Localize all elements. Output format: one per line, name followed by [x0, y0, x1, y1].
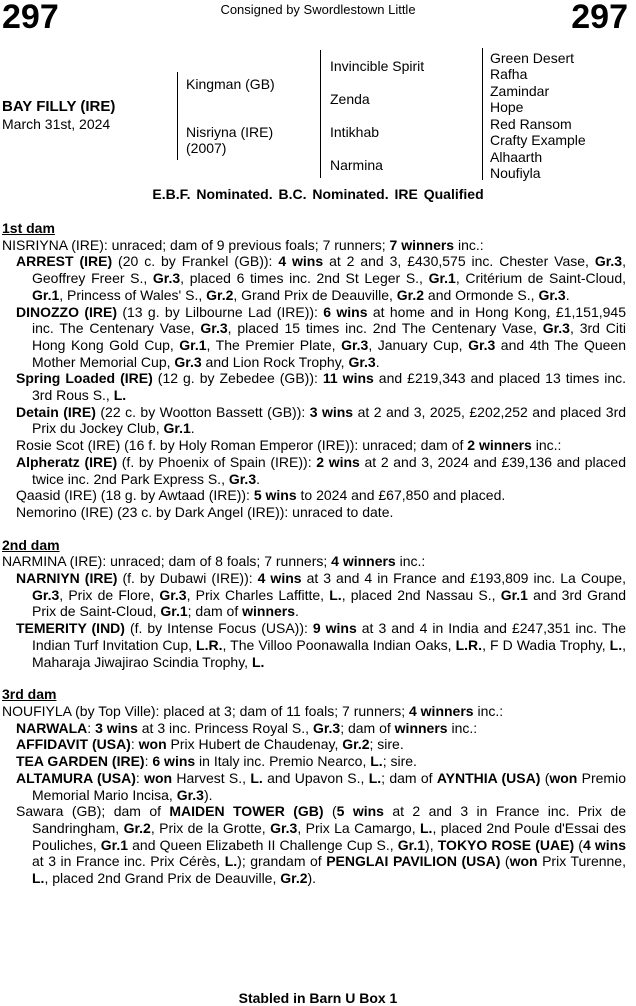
bold-text: L. — [113, 387, 127, 404]
text: . — [565, 286, 570, 303]
catalogue-notes — [2, 220, 626, 887]
bold-text: Gr.3 — [468, 336, 496, 353]
text: and 4th The Queen Mother Memorial Cup, — [32, 336, 626, 370]
bold-text: Gr.1 — [179, 336, 207, 353]
text: Premio Memorial Mario Incisa, — [32, 769, 626, 803]
text: ( — [574, 836, 583, 853]
text: , Critérium de Saint-Cloud, — [455, 270, 627, 287]
text: ; sire. — [369, 736, 404, 753]
second-dam-heading: 2nd dam — [2, 536, 60, 553]
text: inc.: — [531, 437, 562, 454]
bold-text: L. — [251, 653, 265, 670]
text: , Maharaja Jiwajirao Scindia Trophy, — [32, 636, 626, 670]
pedigree-dam-sire: Intikhab — [330, 124, 380, 140]
text: ), — [425, 836, 438, 853]
bold-text: DINOZZO (IRE) — [16, 303, 117, 320]
text: at home and in Hong Kong, £1,151,945 inc. The Centenary Vase, — [32, 303, 626, 337]
pedigree-note — [2, 736, 626, 753]
pedigree-gg-2: Rafha — [490, 66, 528, 82]
bold-text: Gr.3 — [159, 586, 187, 603]
consignor: Consigned by Swordlestown Little — [220, 2, 416, 17]
pedigree-note — [2, 304, 626, 371]
pedigree-line-3 — [482, 48, 483, 180]
bold-text: L. — [609, 636, 623, 653]
bold-text: NARNIYN (IRE) — [16, 570, 118, 587]
text: inc.: — [447, 719, 478, 736]
bold-text: 4 wins — [278, 253, 324, 270]
text: Harvest S., — [172, 769, 251, 786]
bold-text: won — [144, 769, 173, 786]
bold-text: 4 winners — [408, 702, 474, 719]
pedigree-dam-year: (2007) — [186, 140, 227, 156]
bold-text: NARWALA — [16, 719, 88, 736]
text: NARMINA (IRE): unraced; dam of 8 foals; 7 runners; — [2, 553, 332, 570]
text: ( — [540, 769, 550, 786]
text: and Lion Rock Trophy, — [201, 353, 349, 370]
bold-text: winners — [242, 603, 296, 620]
pedigree-line-1 — [177, 72, 178, 160]
bold-text: Gr.2 — [342, 736, 370, 753]
pedigree-note — [2, 404, 626, 437]
bold-text: TEMERITY (IND) — [16, 620, 125, 637]
text: , Prix La Camargo, — [297, 819, 420, 836]
bold-text: 4 wins — [257, 570, 302, 587]
bold-text: Gr.2 — [280, 870, 308, 887]
text: , Grand Prix de Deauville, — [233, 286, 397, 303]
bold-text: 11 wins — [322, 370, 374, 387]
bold-text: MAIDEN TOWER (GB) — [169, 803, 324, 820]
pedigree-note — [2, 570, 626, 620]
text: ; sire. — [382, 753, 417, 770]
bold-text: Gr.1 — [163, 420, 191, 437]
bold-text: Gr.3 — [176, 786, 204, 803]
bold-text: 5 wins — [253, 487, 297, 504]
text: , 3rd Citi Hong Kong Gold Cup, — [32, 320, 626, 353]
text: and 3rd Grand Prix de Saint-Cloud, — [32, 586, 627, 620]
text: . — [295, 603, 299, 620]
bold-text: 6 wins — [152, 753, 196, 770]
pedigree-note — [2, 504, 626, 521]
text: Prix Turenne, — [537, 853, 626, 870]
bold-text: 6 wins — [323, 303, 368, 320]
bold-text: Gr.1 — [32, 286, 60, 303]
bold-text: Gr.2 — [123, 819, 151, 836]
text: : — [87, 719, 96, 736]
text: , placed 15 times inc. 2nd The Centenary Vase, — [227, 320, 543, 337]
text: Prix Hubert de Chaudenay, — [166, 736, 343, 753]
bold-text: TOKYO ROSE (UAE) — [437, 836, 575, 853]
text: NISRIYNA (IRE): unraced; dam of 9 previous foals; 7 runners; — [2, 236, 390, 253]
text: . — [190, 420, 195, 437]
bold-text: L. — [368, 769, 382, 786]
pedigree-gg-8: Noufiyla — [490, 165, 541, 181]
bold-text: AYNTHIA (USA) — [436, 769, 541, 786]
bold-text: Gr.3 — [152, 270, 181, 287]
text: at 2 and 3, 2024 and £39,136 and placed twice inc. 2nd Park Express S., — [32, 453, 626, 487]
text: Qaasid (IRE) (18 g. by Awtaad (IRE)): — [16, 487, 254, 504]
text: inc.: — [395, 553, 426, 570]
bold-text: Gr.3 — [542, 320, 570, 337]
text: inc.: — [454, 236, 484, 253]
text: in Italy inc. Premio Nearco, — [195, 753, 371, 770]
third-dam-heading: 3rd dam — [2, 686, 57, 703]
text: NOUFIYLA (by Top Ville): placed at 3; dam of 11 foals; 7 runners; — [2, 702, 409, 719]
third-dam-section — [2, 703, 626, 887]
text: (12 g. by Zebedee (GB)): — [152, 370, 323, 387]
text: (f. by Intense Focus (USA)): — [124, 620, 313, 637]
text: (22 c. by Wootton Bassett (GB)): — [95, 403, 310, 420]
bold-text: Gr.3 — [594, 253, 623, 270]
bold-text: 5 wins — [336, 803, 384, 820]
text: at 2 and 3, 2025, £202,252 and placed 3rd Prix du Jockey Club, — [32, 403, 627, 437]
text: , placed 2nd Grand Prix de Deauville, — [44, 870, 281, 887]
text: (f. by Dubawi (IRE)): — [117, 570, 258, 587]
text: : — [135, 769, 145, 786]
bold-text: 2 wins — [316, 453, 360, 470]
text: (13 g. by Lilbourne Lad (IRE)): — [117, 303, 324, 320]
nominations: E.B.F. Nominated. B.C. Nominated. IRE Qualified — [152, 186, 484, 202]
text: ). — [203, 786, 213, 803]
bold-text: Detain (IRE) — [16, 403, 96, 420]
bold-text: 4 wins — [582, 836, 627, 853]
pedigree-sire-sire: Invincible Spirit — [330, 58, 425, 74]
pedigree-note — [2, 370, 626, 403]
bold-text: Gr.3 — [200, 320, 228, 337]
pedigree-gg-4: Hope — [490, 99, 524, 115]
horse-foaled-date: March 31st, 2024 — [2, 116, 111, 132]
bold-text: Gr.3 — [312, 719, 341, 736]
bold-text: won — [549, 769, 578, 786]
text: , placed 2nd Nassau S., — [341, 586, 501, 603]
bold-text: Gr.3 — [538, 286, 566, 303]
bold-text: Gr.1 — [500, 586, 528, 603]
text: . — [375, 353, 380, 370]
text: : — [144, 753, 153, 770]
bold-text: Alpheratz (IRE) — [16, 453, 118, 470]
text: , Prix Charles Laffitte, — [186, 586, 330, 603]
bold-text: PENGLAI PAVILION (USA) — [326, 853, 501, 870]
bold-text: L. — [224, 853, 238, 870]
bold-text: Gr.3 — [32, 586, 60, 603]
pedigree-note — [2, 437, 626, 454]
text: and £219,343 and placed 13 times inc. 3rd Rous S., — [32, 370, 626, 404]
bold-text: Spring Loaded (IRE) — [16, 370, 153, 387]
bold-text: Gr.3 — [174, 353, 202, 370]
text: and Upavon S., — [262, 769, 369, 786]
text: ( — [323, 803, 337, 820]
bold-text: ALTAMURA (USA) — [16, 769, 136, 786]
text: . — [256, 470, 260, 487]
bold-text: Gr.3 — [228, 470, 257, 487]
pedigree-sire-dam: Zenda — [330, 91, 370, 107]
pedigree-note — [2, 770, 626, 803]
pedigree-note — [2, 620, 626, 670]
pedigree-note — [2, 253, 626, 303]
bold-text: Gr.1 — [397, 836, 426, 853]
bold-text: Gr.1 — [100, 836, 128, 853]
text: Sawara (GB); dam of — [16, 803, 170, 820]
text: Nemorino (IRE) (23 c. by Dark Angel (IRE)): unraced to date. — [16, 503, 394, 520]
text: at 3 inc. Princess Royal S., — [137, 719, 313, 736]
text: to 2024 and £67,850 and placed. — [296, 487, 506, 504]
pedigree-note — [2, 803, 626, 887]
bold-text: AFFIDAVIT (USA) — [16, 736, 131, 753]
text: , placed 6 times inc. 2nd St Leger S., — [180, 270, 429, 287]
pedigree-gg-5: Red Ransom — [490, 116, 572, 132]
first-dam-section — [2, 237, 626, 521]
text: , Princess of Wales' S., — [59, 286, 207, 303]
text: , The Premier Plate, — [206, 336, 342, 353]
text: : — [130, 736, 139, 753]
bold-text: L. — [370, 753, 383, 770]
pedigree-note — [2, 553, 626, 570]
pedigree-note — [2, 487, 626, 504]
bold-text: 4 winners — [331, 553, 396, 570]
bold-text: 9 wins — [312, 620, 357, 637]
bold-text: L. — [32, 870, 45, 887]
text: ; dam of — [187, 603, 243, 620]
text: , F D Wadia Trophy, — [482, 636, 610, 653]
pedigree-gg-7: Alhaarth — [490, 149, 543, 165]
text: ; dam of — [340, 719, 395, 736]
bold-text: ARREST (IRE) — [16, 253, 113, 270]
text: , Prix de Flore, — [59, 586, 160, 603]
text: , placed 2nd Poule d'Essai des Pouliches, — [32, 819, 627, 853]
bold-text: Gr.3 — [270, 819, 298, 836]
bold-text: L.R. — [196, 636, 223, 653]
text: , January Cup, — [368, 336, 469, 353]
bold-text: L. — [419, 819, 433, 836]
bold-text: 3 wins — [95, 719, 138, 736]
text: ). — [307, 870, 317, 887]
pedigree-note — [2, 703, 626, 720]
bold-text: 3 wins — [309, 403, 354, 420]
text: at 3 and 4 in France and £193,809 inc. La Coupe, — [301, 570, 626, 587]
pedigree-dam-dam: Narmina — [330, 157, 383, 173]
pedigree-gg-1: Green Desert — [490, 50, 575, 66]
text: ( — [500, 853, 510, 870]
lot-number-left: 297 — [2, 0, 59, 36]
pedigree-gg-3: Zamindar — [490, 83, 550, 99]
pedigree-note — [2, 237, 626, 254]
pedigree-gg-6: Crafty Example — [490, 132, 586, 148]
pedigree-line-2 — [320, 50, 321, 178]
text: , Geoffrey Freer S., — [32, 253, 626, 287]
pedigree-note — [2, 753, 626, 770]
text: , The Villoo Poonawalla Indian Oaks, — [222, 636, 456, 653]
pedigree-note — [2, 454, 626, 487]
text: at 3 and 4 in India and £247,351 inc. The Indian Turf Invitation Cup, — [32, 620, 626, 653]
bold-text: L. — [250, 769, 263, 786]
bold-text: winners — [394, 719, 448, 736]
lot-number-right: 297 — [571, 0, 628, 36]
text: and Queen Elizabeth II Challenge Cup S., — [128, 836, 398, 853]
bold-text: Gr.2 — [206, 286, 234, 303]
text: inc.: — [473, 702, 504, 719]
pedigree-note — [2, 720, 626, 737]
text: Rosie Scot (IRE) (16 f. by Holy Roman Emperor (IRE)): unraced; dam of — [16, 437, 468, 454]
bold-text: L. — [329, 586, 342, 603]
text: ); grandam of — [237, 853, 327, 870]
second-dam-section — [2, 553, 626, 670]
first-dam-heading: 1st dam — [2, 220, 55, 236]
text: (f. by Phoenix of Spain (IRE)): — [117, 453, 317, 470]
bold-text: Gr.3 — [348, 353, 376, 370]
text: ; dam of — [381, 769, 437, 786]
bold-text: 7 winners — [389, 236, 455, 253]
text: (20 c. by Frankel (GB)): — [112, 253, 279, 270]
bold-text: Gr.3 — [341, 336, 369, 353]
text: and Ormonde S., — [424, 286, 539, 303]
text: at 2 and 3 in France inc. Prix de Sandringham, — [32, 803, 626, 836]
horse-name: BAY FILLY (IRE) — [2, 98, 116, 115]
bold-text: TEA GARDEN (IRE) — [16, 753, 145, 770]
pedigree-dam: Nisriyna (IRE) — [186, 124, 274, 140]
bold-text: Gr.1 — [160, 603, 188, 620]
bold-text: 2 winners — [467, 437, 532, 454]
bold-text: Gr.2 — [396, 286, 425, 303]
text: at 2 and 3, £430,575 inc. Chester Vase, — [323, 253, 595, 270]
bold-text: won — [138, 736, 167, 753]
stabling-info: Stabled in Barn U Box 1 — [238, 990, 398, 1006]
pedigree-sire: Kingman (GB) — [186, 76, 275, 92]
text: , Prix de la Grotte, — [150, 819, 271, 836]
bold-text: Gr.1 — [428, 270, 456, 287]
bold-text: L.R. — [455, 636, 483, 653]
text: at 3 in France inc. Prix Cérès, — [32, 853, 225, 870]
bold-text: won — [509, 853, 538, 870]
